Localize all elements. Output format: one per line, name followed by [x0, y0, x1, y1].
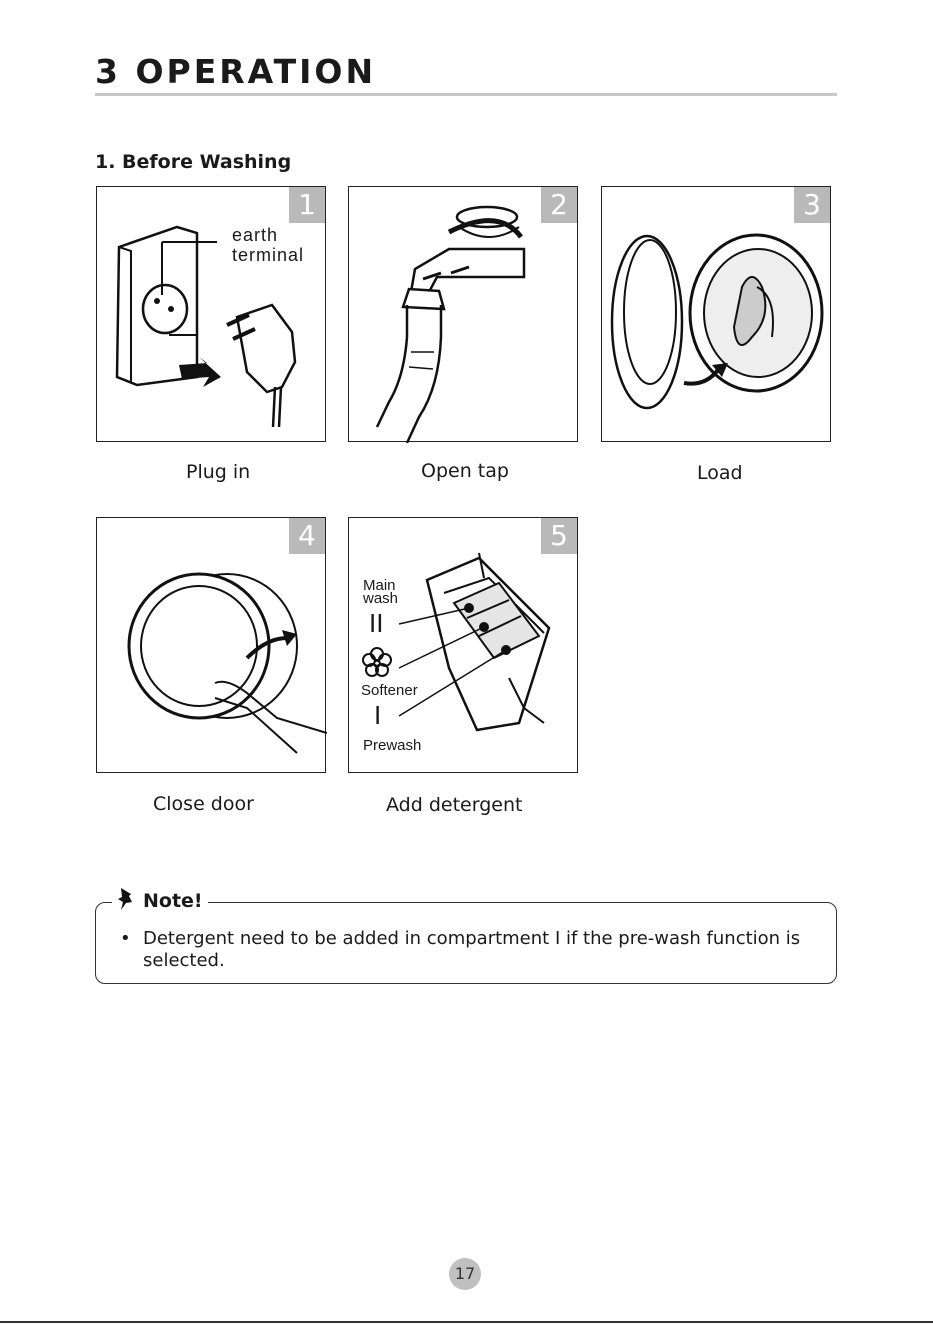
title-divider	[95, 93, 837, 96]
bottom-divider	[0, 1321, 933, 1323]
note-heading-text: Note!	[143, 890, 203, 912]
bullet: •	[120, 928, 131, 949]
step-number: 4	[289, 518, 325, 554]
prewash-label: Prewash	[363, 737, 422, 754]
softener-label: Softener	[361, 682, 418, 699]
panel-load	[601, 186, 831, 442]
caption-add-detergent: Add detergent	[386, 794, 523, 816]
step-number: 5	[541, 518, 577, 554]
panel-close-door	[96, 517, 326, 773]
caption-close-door: Close door	[153, 793, 254, 815]
detergent-drawer-illustration	[349, 518, 579, 774]
panel-add-detergent	[348, 517, 578, 773]
panel-plug-in	[96, 186, 326, 442]
caption-load: Load	[697, 462, 743, 484]
tap-illustration	[349, 187, 579, 443]
caption-plug-in: Plug in	[186, 461, 251, 483]
page-title: 3 OPERATION	[95, 52, 377, 91]
note-heading	[112, 886, 208, 912]
step-number: 1	[289, 187, 325, 223]
caption-open-tap: Open tap	[421, 460, 509, 482]
softener-flower-icon	[363, 648, 391, 676]
main-wash-label: Main wash	[363, 577, 399, 607]
page-number: 17	[449, 1258, 481, 1290]
pushpin-icon	[117, 886, 137, 912]
close-door-illustration	[97, 518, 327, 774]
note-item	[120, 928, 810, 972]
earth-terminal-label: earth terminal	[232, 225, 305, 265]
load-illustration	[602, 187, 832, 443]
main-wash-symbol: II	[369, 608, 384, 638]
step-number: 3	[794, 187, 830, 223]
section-title: 1. Before Washing	[95, 151, 292, 173]
step-number: 2	[541, 187, 577, 223]
panel-open-tap	[348, 186, 578, 442]
prewash-symbol: I	[374, 700, 382, 730]
note-text: Detergent need to be added in compartment I if the pre-wash function is selected.	[143, 928, 801, 971]
